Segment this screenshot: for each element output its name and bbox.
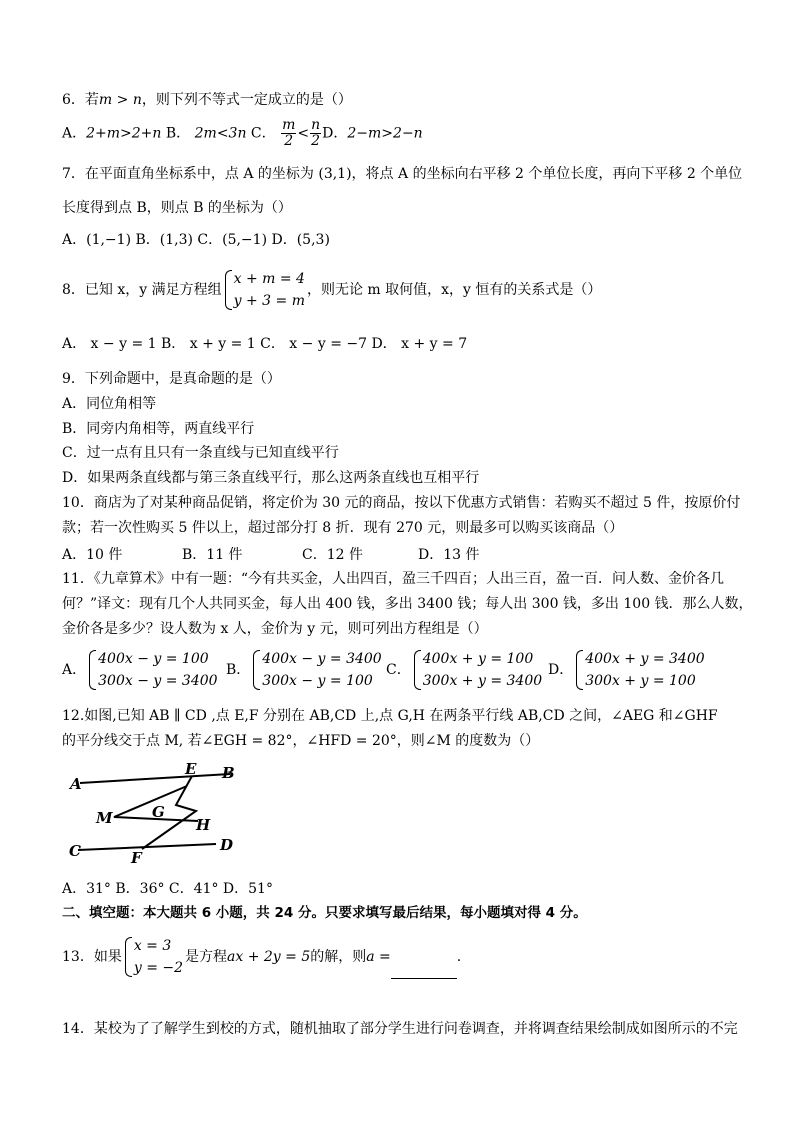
q6-opt-a-label: A． <box>62 125 87 142</box>
q8-text-a: 8．已知 x，y 满足方程组 <box>62 282 222 298</box>
question-11-line-3: 金价各是多少？设人数为 x 人，金价为 y 元，则可列出方程组是（） <box>62 621 488 637</box>
q13-text-b: 是方程 <box>185 949 228 965</box>
question-7-line-1: 7．在平面直角坐标系中，点 A 的坐标为 (3,1)，将点 A 的坐标向右平移 2 个单位长度，再向下平移 2 个单位 <box>62 166 743 182</box>
question-10-option-a: A．10 件 <box>62 547 123 563</box>
q11-a-label: A． <box>62 662 87 678</box>
q11-c-system: 400x + y = 100 300x + y = 3400 <box>413 648 542 692</box>
parallel-lines-figure <box>66 762 246 870</box>
question-9-option-c: C．过一点有且只有一条直线与已知直线平行 <box>62 445 339 461</box>
question-9-option-d: D．如果两条直线都与第三条直线平行，那么这两条直线也互相平行 <box>62 470 480 486</box>
label-f: F <box>131 849 142 867</box>
question-11-line-1: 11．《九章算术》中有一题：“今有共买金，人出四百，盈三千四百；人出三百，盈一百．问人数、金价各几 <box>62 571 724 587</box>
question-10-option-c: C．12 件 <box>302 547 363 563</box>
q11-b-system: 400x − y = 3400 300x − y = 100 <box>252 648 381 692</box>
question-11-option-d <box>548 648 707 692</box>
question-6-stem <box>62 91 754 109</box>
q13-equation-system: x = 3 y = −2 <box>124 935 183 979</box>
q13-text-a: 13．如果 <box>62 949 122 965</box>
q13-answer-blank[interactable] <box>391 964 457 979</box>
question-7-options: A．(1,−1) B．(1,3) C．(5,−1) D．(5,3) <box>62 232 330 248</box>
label-e: E <box>185 762 197 778</box>
label-c: C <box>69 842 81 860</box>
q6-opt-d-math: 2−m>2−n <box>347 125 423 142</box>
question-7-line-2: 长度得到点 B，则点 B 的坐标为（） <box>62 200 292 216</box>
question-11-option-c <box>386 648 544 692</box>
q6-math: m > n <box>98 92 142 108</box>
question-6-options <box>62 118 423 149</box>
question-9-option-b: B．同旁内角相等，两直线平行 <box>62 421 255 437</box>
question-12-line-2: 的平分线交于点 M, 若∠EGH = 82°，∠HFD = 20°，则∠M 的度数为（） <box>62 733 540 749</box>
q6-text-a: 6．若 <box>62 92 99 108</box>
q13-equation: ax + 2y = 5 <box>227 949 311 965</box>
question-9-option-a: A．同位角相等 <box>62 396 157 412</box>
question-14-line-1: 14．某校为了了解学生到校的方式，随机抽取了部分学生进行问卷调查，并将调查结果绘制成如图所示的不完 <box>62 1021 738 1037</box>
question-13-stem <box>62 935 461 979</box>
q6-opt-b-label: B． <box>161 125 191 142</box>
q11-a-system: 400x − y = 100 300x − y = 3400 <box>88 648 217 692</box>
label-h: H <box>196 816 211 834</box>
q6-opt-c-label: C． <box>246 125 276 142</box>
label-g: G <box>152 803 165 821</box>
q11-c-label: C． <box>386 662 411 678</box>
label-a: A <box>70 775 82 793</box>
q8-equation-system: x + m = 4 y + 3 = m <box>224 268 305 312</box>
q6-opt-d-label: D． <box>322 125 348 142</box>
question-11-option-b <box>226 648 384 692</box>
zigzag-path <box>142 776 196 849</box>
question-8-stem <box>62 268 601 312</box>
question-10-line-1: 10．商店为了对某种商品促销，将定价为 30 元的商品，按以下优惠方式销售：若购买不超过 5 件，按原价付 <box>62 495 741 511</box>
q11-d-system: 400x + y = 3400 300x + y = 100 <box>575 648 704 692</box>
q6-text-b: ，则下列不等式一定成立的是（） <box>141 92 352 108</box>
question-10-line-2: 款；若一次性购买 5 件以上，超过部分打 8 折．现有 270 元，则最多可以购买该商品（） <box>62 520 624 536</box>
q6-lt: < <box>297 125 310 142</box>
label-m: M <box>96 809 113 827</box>
section-2-heading: 二、填空题：本大题共 6 小题，共 24 分。只要求填写最后结果，每小题填对得 4 分。 <box>62 905 587 921</box>
q11-b-label: B． <box>226 662 251 678</box>
q6-opt-a-math: 2+m>2+n <box>86 125 162 142</box>
q11-d-label: D． <box>548 662 574 678</box>
q13-text-c: 的解，则 <box>310 949 367 965</box>
question-12-line-1: 12.如图,已知 AB ∥ CD ,点 E,F 分别在 AB,CD 上,点 G,H 在两条平行线 AB,CD 之间，∠AEG 和∠GHF <box>62 708 718 724</box>
q13-var: a = <box>366 949 391 965</box>
question-12-options: A．31° B．36° C．41° D．51° <box>62 881 273 897</box>
question-8-options: A． x − y = 1 B． x + y = 1 C． x − y = −7 D． x + y = 7 <box>62 336 468 352</box>
q6-frac-2: $\frac{n}{2}$ <box>311 117 321 149</box>
label-d: D <box>220 836 234 854</box>
question-10-option-d: D．13 件 <box>418 547 480 563</box>
q6-frac-1: $\frac{m}{2}$ <box>282 117 296 149</box>
q13-end: . <box>456 949 462 965</box>
question-11-line-2: 何？”译文：现有几个人共同买金，每人出 400 钱，多出 3400 钱；每人出 300 钱，多出 100 钱．那么人数， <box>62 596 753 612</box>
line-ab <box>80 774 230 783</box>
question-10-option-b: B．11 件 <box>182 547 243 563</box>
question-9-stem: 9．下列命题中，是真命题的是（） <box>62 371 281 387</box>
label-b: B <box>222 764 235 782</box>
q8-text-b: ，则无论 m 取何值，x，y 恒有的关系式是（） <box>306 282 602 298</box>
q6-opt-b-math: 2m<3n <box>194 125 247 142</box>
question-11-option-a <box>62 648 220 692</box>
